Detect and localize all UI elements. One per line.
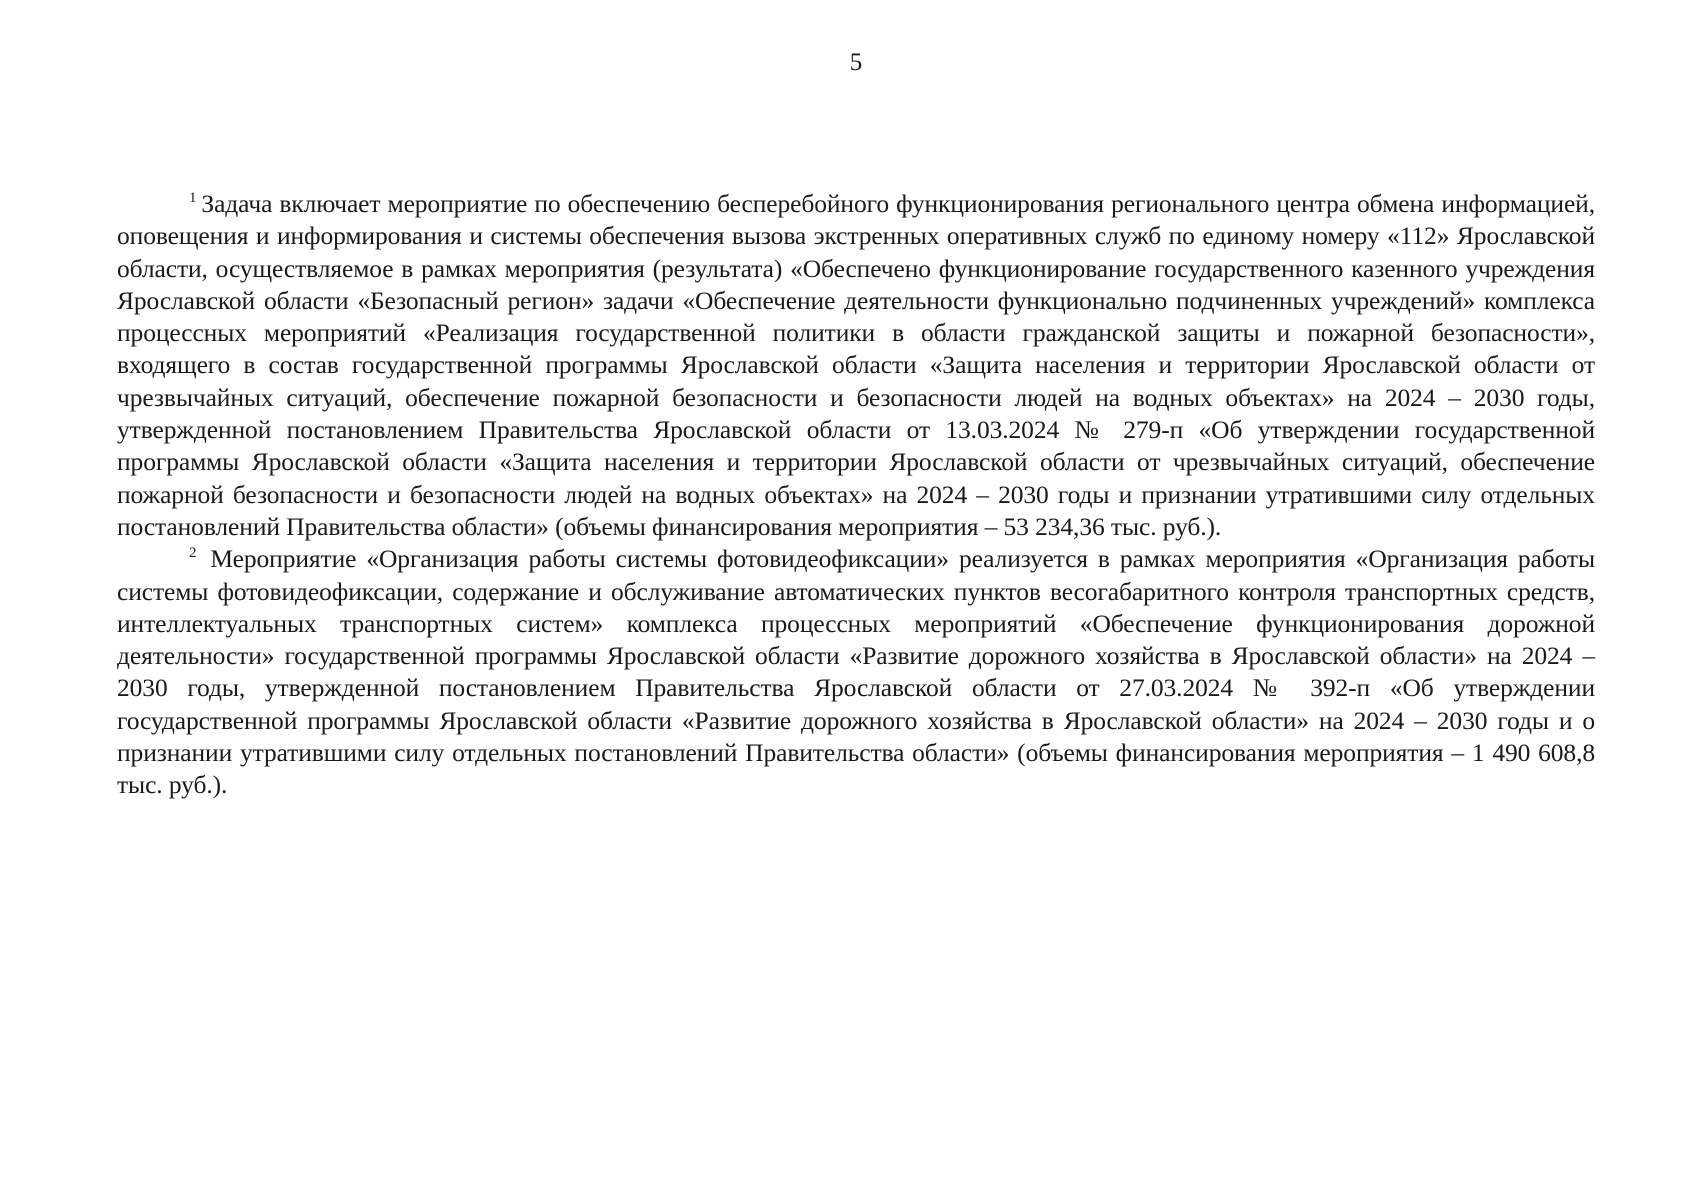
- footnote-text: Задача включает мероприятие по обеспечению бесперебойного функционирования регионального центра обмена информацией, оповещения и информирования и системы обеспечения вызова экстренных оперативных служб по единому номеру «112» Ярославской области, осуществляемое в рамках мероприятия (результата) «Обеспечено функционирование государственного казенного учреждения Ярославской области «Безопасный регион» задачи «Обеспечение деятельности функционально подчиненных учреждений» комплекса процессных мероприятий «Реализация государственной политики в области гражданской защиты и пожарной безопасности», входящего в состав государственной программы Ярославской области «Защита населения и территории Ярославской области от чрезвычайных ситуаций, обеспечение пожарной безопасности и безопасности людей на водных объектах» на 2024 – 2030 годы, утвержденной постановлением Правительства Ярославской области от 13.03.2024 № 279-п «Об утверждении государственной программы Ярославской области «Защита населения и территории Ярославской области от чрезвычайных ситуаций, обеспечение пожарной безопасности и безопасности людей на водных объектах» на 2024 – 2030 годы и признании утратившими силу отдельных постановлений Правительства области» (объемы финансирования мероприятия – 53 234,36 тыс. руб.).: [117, 189, 1595, 541]
- footnotes: [117, 188, 1595, 802]
- footnote-text: Мероприятие «Организация работы системы фотовидеофиксации» реализуется в рамках мероприятия «Организация работы системы фотовидеофиксации, содержание и обслуживание автоматических пунктов весогабаритного контроля транспортных средств, интеллектуальных транспортных систем» комплекса процессных мероприятий «Обеспечение функционирования дорожной деятельности» государственной программы Ярославской области «Развитие дорожного хозяйства в Ярославской области» на 2024 – 2030 годы, утвержденной постановлением Правительства Ярославской области от 27.03.2024 № 392-п «Об утверждении государственной программы Ярославской области «Развитие дорожного хозяйства в Ярославской области» на 2024 – 2030 годы и о признании утратившими силу отдельных постановлений Правительства области» (объемы финансирования мероприятия – 1 490 608,8 тыс. руб.).: [117, 544, 1595, 800]
- footnote-2: [117, 543, 1595, 801]
- page-number: 5: [849, 49, 863, 76]
- footnote-marker: 1: [189, 190, 197, 206]
- footnote-marker: 2: [189, 545, 197, 562]
- footnote-1: [117, 188, 1595, 543]
